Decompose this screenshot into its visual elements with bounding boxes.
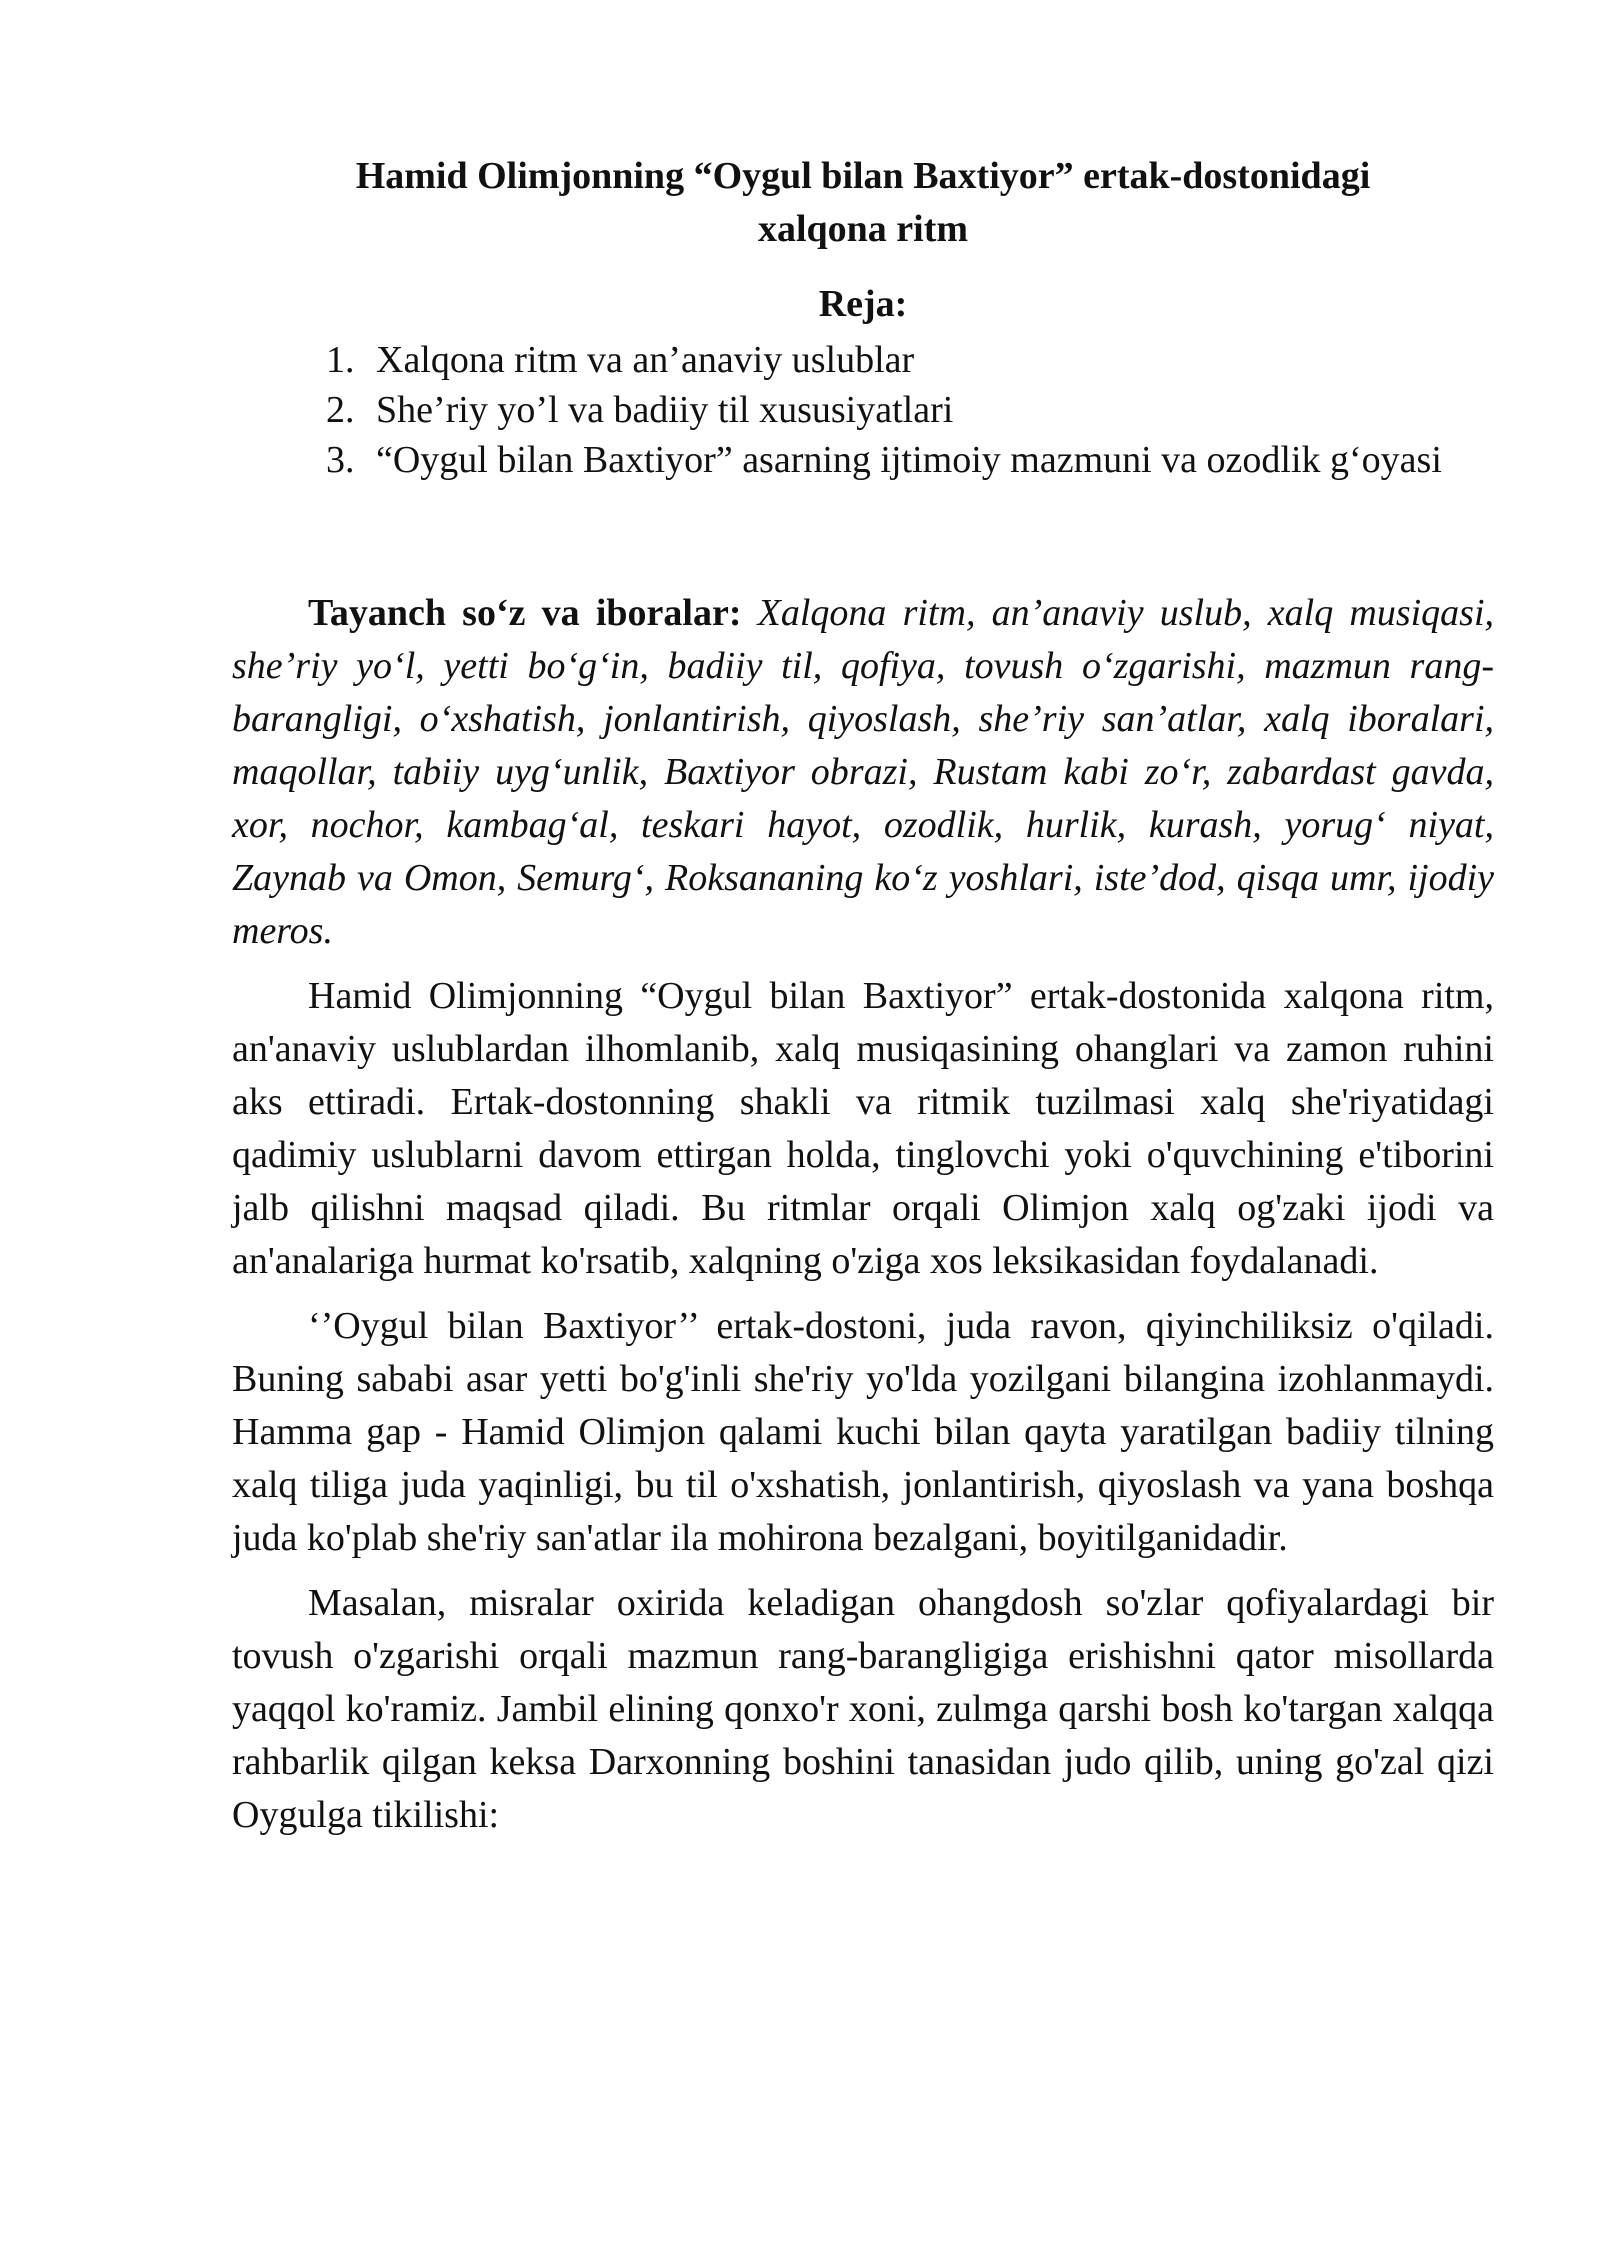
plan-item-number: 1. xyxy=(326,339,355,381)
title-line-2: xalqona ritm xyxy=(757,208,969,250)
plan-list xyxy=(232,335,1494,485)
document-title xyxy=(232,150,1494,256)
plan-item xyxy=(232,385,1494,435)
keywords-text: Xalqona ritm, an’anaviy uslub, xalq musiqasi, she’riy yo‘l, yetti bo‘g‘in, badiiy til, qofiya, tovush o‘zgarishi, mazmun rang-barangligi, o‘xshatish, jonlantirish, qiyoslash, she’riy san’atlar, xalq iboralari, maqollar, tabiiy uyg‘unlik, Baxtiyor obrazi, Rustam kabi zo‘r, zabardast gavda, xor, nochor, kambag‘al, teskari hayot, ozodlik, hurlik, kurash, yorug‘ niyat, Zaynab va Omon, Semurg‘, Roksananing ko‘z yoshlari, iste’dod, qisqa umr, ijodiy meros. xyxy=(232,592,1495,952)
plan-item-number: 2. xyxy=(326,389,355,431)
plan-item-text: “Oygul bilan Baxtiyor” asarning ijtimoiy mazmuni va ozodlik g‘oyasi xyxy=(376,439,1442,481)
keywords-paragraph xyxy=(232,587,1494,958)
plan-item xyxy=(232,435,1494,485)
body-paragraph-1: Hamid Olimjonning “Oygul bilan Baxtiyor” ertak-dostonida xalqona ritm, an'anaviy uslublardan ilhomlanib, xalq musiqasining ohanglari va zamon ruhini aks ettiradi. Ertak-dostonning shakli va ritmik tuzilmasi xalq she'riyatidagi qadimiy uslublarni davom ettirgan holda, tinglovchi yoki o'quvchining e'tiborini jalb qilishni maqsad qiladi. Bu ritmlar orqali Olimjon xalq og'zaki ijodi va an'analariga hurmat ko'rsatib, xalqning o'ziga xos leksikasidan foydalanadi. xyxy=(232,975,1494,1282)
body-paragraph-3: Masalan, misralar oxirida keladigan ohangdosh so'zlar qofiyalardagi bir tovush o'zgarishi orqali mazmun rang-barangligiga erishishni qator misollarda yaqqol ko'ramiz. Jambil elining qonxo'r xoni, zulmga qarshi bosh ko'targan xalqqa rahbarlik qilgan keksa Darxonning boshini tanasidan judo qilib, uning go'zal qizi Oygulga tikilishi: xyxy=(232,1582,1494,1836)
body-paragraph-2: ‘’Oygul bilan Baxtiyor’’ ertak-dostoni, juda ravon, qiyinchiliksiz o'qiladi. Buning sababi asar yetti bo'g'inli she'riy yo'lda yozilgani bilangina izohlanmaydi. Hamma gap - Hamid Olimjon qalami kuchi bilan qayta yaratilgan badiiy tilning xalq tiliga juda yaqinligi, bu til o'xshatish, jonlantirish, qiyoslash va yana boshqa juda ko'plab she'riy san'atlar ila mohirona bezalgani, boyitilganidadir. xyxy=(232,1305,1494,1559)
document-page xyxy=(232,150,1494,1854)
title-line-1: Hamid Olimjonning “Oygul bilan Baxtiyor” ertak-dostonidagi xyxy=(355,155,1371,197)
plan-item-text: Xalqona ritm va an’anaviy uslublar xyxy=(376,339,915,381)
plan-heading: Reja: xyxy=(818,283,908,325)
plan-item xyxy=(232,335,1494,385)
plan-item-number: 3. xyxy=(326,439,355,481)
keywords-label: Tayanch so‘z va iboralar: xyxy=(308,592,742,634)
plan-item-text: She’riy yo’l va badiiy til xususiyatlari xyxy=(376,389,954,431)
